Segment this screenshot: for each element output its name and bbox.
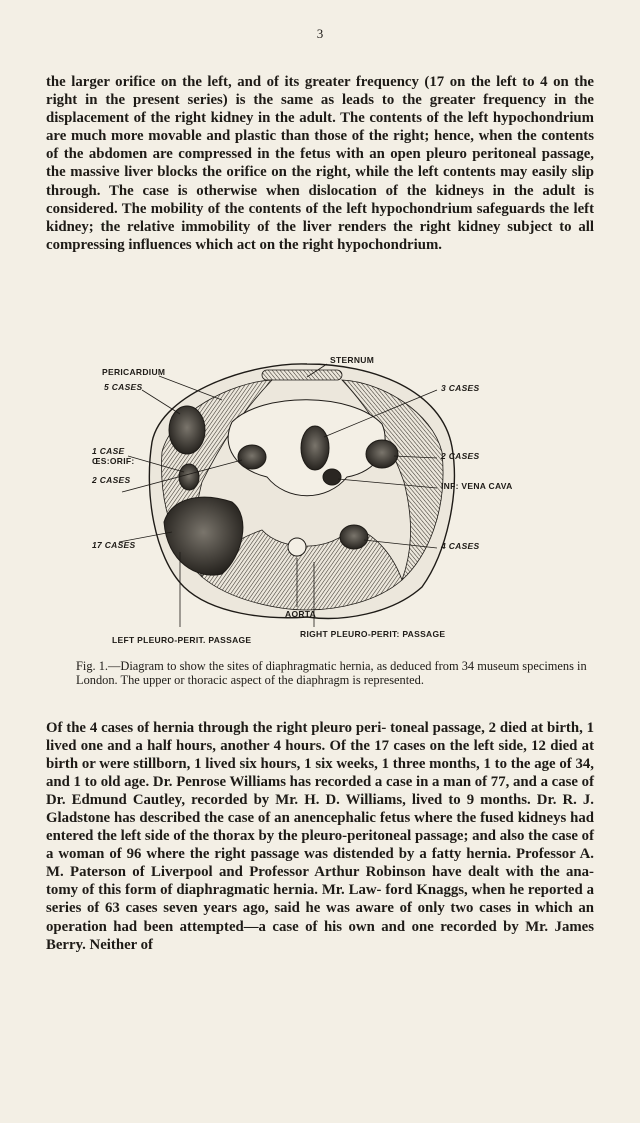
label-sternum: STERNUM [330,355,375,365]
label-2-cases-left: 2 CASES [92,475,131,485]
paragraph-bottom: Of the 4 cases of hernia through the right pleuro peri- toneal passage, 2 died at birth, 1 lived one and a half hours, another 4 hours. Of the 17 cases on the left side, 12 died at birth or were stillborn, 1 lived six hours, 1 six weeks, 1 three months, 1 to the age of 34, and 1 to old age. Dr. Penrose Williams has recorded a case in a man of 77, and a case of Dr. Edmund Cautley, recorded by Mr. H. D. Williams, lived to 9 months. Dr. R. J. Gladstone has described the case of an anencephalic fetus where the fused kidneys had entered the left side of the thorax by the pleuro-peritoneal passage; and also the case of a woman of 96 where the right passage was distended by a fatty hernia. Professor A. M. Paterson of Liverpool and Professor Arthur Robinson have dealt with the ana- tomy of this form of diaphragmatic hernia. Mr. Law- ford Knaggs, when he reported a series of 63 cases seven years ago, said he was aware of only two cases in which an operation had been attempted—a case of his own and one recorded by Mr. James Berry. Neither of [46,720,594,953]
label-oes-orif: ŒS:ORIF: [92,456,135,466]
hernia-3-cases [301,426,329,470]
hernia-2-cases-right [366,440,398,468]
diaphragm-figure [92,352,522,652]
label-4-cases: 4 CASES [441,541,480,551]
label-2-cases-right: 2 CASES [441,451,480,461]
label-inf-vena-cava: INF: VENA CAVA [441,481,513,491]
aorta [288,538,306,556]
label-17-cases: 17 CASES [92,540,136,550]
inf-vena-cava [323,469,341,485]
label-aorta: AORTA [285,609,317,619]
label-5-cases: 5 CASES [104,382,143,392]
hernia-2-cases-left [238,445,266,469]
sternum-bar [262,370,342,380]
hernia-4-cases [340,525,368,549]
hernia-oes-orifice [179,464,199,490]
label-right-passage: RIGHT PLEURO-PERIT: PASSAGE [300,629,446,639]
label-pericardium: PERICARDIUM [102,367,166,377]
label-1-case: 1 CASE [92,446,125,456]
label-left-passage: LEFT PLEURO-PERIT. PASSAGE [112,635,252,645]
figure-caption: Fig. 1.—Diagram to show the sites of diaphragmatic hernia, as deduced from 34 museum specimens in London. The upper or thoracic aspect of the diaphragm is represented. [76,659,587,687]
paragraph-top: the larger orifice on the left, and of its greater frequency (17 on the left to 4 on the right in the present series) is the same as leads to the greater frequency in the displacement of the right kidney in the adult. The contents of the left hypochondrium are much more movable and plastic than those of the right; hence, when the contents of the abdomen are compressed in the fetus with an open pleuro peritoneal passage, the massive liver blocks the orifice on the right, while the left contents may easily slip through. The case is otherwise when dislocation of the kidneys in the adult is considered. The mobility of the contents of the left hypochondrium safeguards the left kidney; the relative immobility of the liver renders the right kidney subject to all compressing influences which act on the right hypochondrium. [46,74,594,253]
hernia-5-cases [169,406,205,454]
label-3-cases: 3 CASES [441,383,480,393]
page-number: 3 [316,26,324,41]
diaphragm-diagram [92,352,522,652]
